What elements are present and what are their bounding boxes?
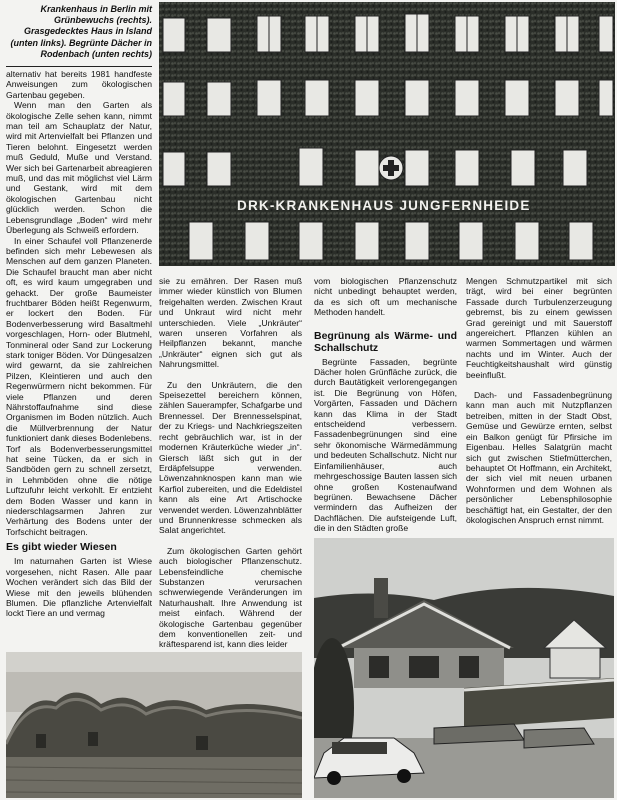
caption-rule xyxy=(6,66,152,67)
col3-paragraph-1: vom biologischen Pflanzenschutz nicht unbedingt behauptet werden, da es sich oft um mechanische Methoden handelt. xyxy=(314,276,457,318)
column-4 xyxy=(466,276,612,525)
col1-paragraph-3: In einer Schaufel voll Pflanzenerde befinden sich mehr Lebewesen als Menschen auf dem ganzen Planeten. Die Schaufel braucht man aber nicht oft, es wird kaum umgegraben und gehackt. Der große Baumeister fruchtbarer Böden heißt Regenwurm, er lockert den Boden. Für Bodenverbesserung wird Basaltmehl vorgeschlagen, Horn- oder Blutmehl, Tonmineral oder Sand zur Lockerung stark toniger Böden. Vor Düngesalzen wird gewarnt, da sie zahlreichen Pilzen, Kleintieren und auch den Regenwürmern nicht bekommen. Für viele Pflanzen und deren Nährstoffaufnahme sind diese Organismen im Boden nützlich. Auch die Müllverbrennung der Natur funktioniert dank dieses Bodenlebens. Torf als Bodenverbesserungsmittel hat seine Tücken, da er sich in Sandböden gern zu schnell zersetzt, in Lehmböden ohne die nötige Luftzufuhr leicht verkohlt. Er entzieht dem Boden Wasser und kann in niederschlagsarmen Jahren zur Verhärtung des Bodens unter der Torfschicht beitragen. xyxy=(6,235,152,537)
col2-paragraph-2: Zu den Unkräutern, die den Speisezettel bereichern können, zählen Sauerampfer, Schafgarbe und Brennessel. Der Brennesselspinat, der zu Kriegs- und Nachkriegszeiten recht gebräuchlich war, ist in der modernen Kräuterküche wieder „in“. Giersch läßt sich gut in der Erdäpfelsuppe verwenden. Löwenzahnknospen kann man wie Karfiol zubereiten, und die Edeldistel kann als eine Art Artischocke verwendet werden. Löwenzahnblätter und Brunnenkresse schmecken als Salat angerichtet. xyxy=(159,379,302,536)
col1-heading: Es gibt wieder Wiesen xyxy=(6,541,117,554)
col2-paragraph-1: sie zu ernähren. Der Rasen muß immer wieder künstlich von Blumen freigehalten werden. Zwischen Kraut und Unkraut wird nicht mehr unterschieden. Viele „Unkräuter“ waren unseren Vorfahren als Heilpflanzen bekannt, manche „Unkräuter“ eignen sich gut als Nahrungsmittel. xyxy=(159,276,302,370)
col4-paragraph-1: Mengen Schmutzpartikel mit sich trägt, wird bei einer begrünten Fassade durch Turbulenzerzeugung gebremst, bis zu einem gewissen Grad gereinigt und mit Sauerstoff angereichert. Pflanzen kühlen an warmen Sommertagen und wärmen nachts und im Winter. Auch der Feuchtigkeitshaushalt wird günstig beeinflußt. xyxy=(466,276,612,380)
column-1 xyxy=(6,69,152,619)
green-roof-rodenbach-photo xyxy=(314,538,614,798)
col1-paragraph-2: Wenn man den Garten als ökologische Zelle sehen kann, nimmt man teil am Schauplatz der Natur, wird mit Artenvielfalt bei Pflanzen und Tieren belohnt. Eingesetzt werden muß Geduld, Muße und Verstand. Wer sich bei Gartenarbeit abreagieren muß, und das mit möglichst viel Lärm und Gestank, wird mit dem ökologischen Gartenbau nicht glücklich werden. Schon die Lebensgrundlage „Boden“ wird mehr Überlegung als Schweiß erfordern. xyxy=(6,100,152,236)
col3-paragraph-2: Begrünte Fassaden, begrünte Dächer holen Grünfläche zurück, die durch Bautätigkeit verlorengegangen ist. Die Begrünung von Höfen, Vorgärten, Fassaden und Dächern kann das Klima in der Stadt entscheidend verbessern. Fassadenbegrünungen sind eine sehr ökonomische Wärmedämmung und bedeuten Schallschutz. Nicht nur Einfamilienhäuser, auch mehrgeschossige Bauten lassen sich ohne großen Kostenaufwand begrünen. Bewachsene Dächer vermindern das Aufheizen der Dachflächen. Die aufsteigende Luft, die in den Städten große xyxy=(314,356,457,534)
column-2 xyxy=(159,276,302,650)
grass-roof-house-photo xyxy=(6,652,302,798)
col2-paragraph-3: Zum ökologischen Garten gehört auch biologischer Pflanzenschutz. Lebensfeindliche chemische Substanzen verursachen schwerwiegende Veränderungen im Naturhaushalt. Ihre Anwendung ist meist einfach. Während der ökologische Gartenbau gegenüber dem konventionellen zeit- und kräftesparend ist, kann dies leider xyxy=(159,545,302,650)
hospital-sign-text: DRK-KRANKENHAUS JUNGFERNHEIDE xyxy=(237,198,531,213)
hospital-photo xyxy=(159,2,615,266)
col4-paragraph-2: Dach- und Fassadenbegrünung kann man auch mit Nutzpflanzen betreiben, mitten in der Stadt Obst, Gemüse und Gewürze ernten, selbst ein Balkon genügt für Pfirsiche im Eigenbau. Helles Salatgrün macht sich gut zwischen Stiefmütterchen, behauptet Ot Hoffmann, ein Architekt, der sich viel mit neuen urbanen Wohnformen und dem Wohnen als persönlicher Lebensphilosophie beschäftigt hat, ein Gestalter, der den ökologischen Anspruch ernst nimmt. xyxy=(466,390,612,525)
col3-heading: Begrünung als Wärme- und Schallschutz xyxy=(314,329,457,354)
column-3 xyxy=(314,276,457,534)
col1-paragraph-1: alternativ hat bereits 1981 handfeste Anweisungen zum ökologischen Gartenbau gegeben. xyxy=(6,69,152,100)
photo-caption: Krankenhaus in Berlin mit Grünbewuchs (rechts). Grasgedecktes Haus in Island (unten links). Begrünte Dächer in Rodenbach (unten rechts) xyxy=(10,4,152,59)
col1-paragraph-4: Im naturnahen Garten ist Wiese vorgesehen, nicht Rasen. Alle paar Wochen verändert sich das Bild der Wiese mit den jeweils blühenden Blumen. Die pflanzliche Artenvielfalt lockt Tiere an und vermag xyxy=(6,556,152,619)
